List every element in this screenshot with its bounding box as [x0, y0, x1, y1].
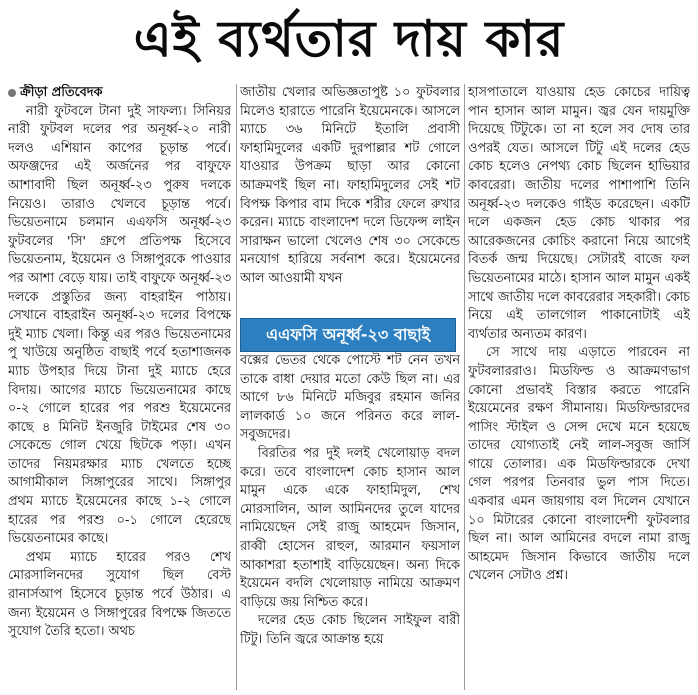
headline: এই ব্যর্থতার দায় কার: [133, 10, 565, 68]
paragraph: দলের হেড কোচ ছিলেন সাইফুল বারী টিটু। তিনি জ্বরে আক্রান্ত হয়ে: [240, 613, 460, 647]
paragraph: সে সাথে দায় এড়াতে পারবেন না ফুটবলাররাও। মিডফিল্ড ও আক্রমণভাগ কোনো প্রভাবই বিস্তার করতে পারেনি ইয়েমেনের রক্ষণ সীমানায়। মিডফিল্ডারদের পাসিং স্টাইল ও সেন্স দেখে মনে হয়েছে তাদের যোগ্যতাই নেই লাল-সবুজ জার্সি গায়ে তোলার। এক মিডফিল্ডারকে দেখা গেল পরপর তিনবার ভুল পাস দিতে। একবার এমন জায়গায় বল দিলেন যেখানে ১০ মিটারের কোনো বাংলাদেশী ফুটবলার ছিল না। আল আমিনের বদলে নামা রাজু আহমেদ জিসান কিভাবে জাতীয় দলে খেলেন সেটাও প্রশ্ন।: [468, 345, 690, 584]
column-divider-1: [236, 84, 237, 690]
article-column-3: [468, 84, 690, 692]
paragraph: বিরতির পর দুই দলই খেলোয়াড় বদল করে। তবে বাংলাদেশ কোচ হাসান আল মামুন একে একে ফাহামিদুল, শেখ মোরসালিন, আল আমিনদের তুলে যাদের নামিয়েছেন সেই রাজু আহমেদ জিসান, রাব্বী হোসেন রাহুল, আরমান ফয়সাল আকাশরা হতাশাই বাড়িয়েছেন। অন্য দিকে ইয়েমেন বদলি খেলোয়াড় নামিয়ে আক্রমণ বাড়িয়ে জয় নিশ্চিত করে।: [240, 445, 460, 610]
column-divider-2: [464, 84, 465, 690]
paragraph: প্রথম ম্যাচে হারের পরও শেখ মোরসালিনদের সুযোগ ছিল বেস্ট রানার্সআপ হিসেবে চূড়ান্ত পর্বে উঠার। এ জন্য ইয়েমেন ও সিঙ্গাপুরের বিপক্ষে জিততে সুযোগ তৈরি হতো। অথচ: [8, 549, 231, 640]
subhead-banner: এএফসি অনূর্ধ্ব-২৩ বাছাই: [240, 318, 456, 352]
paragraph: জাতীয় খেলার অভিজ্ঞতাপুষ্ট ১০ ফুটবলার মিলেও হারাতে পারেনি ইয়েমেনকে। আসলে ম্যাচে ৩৬ মিনিটে ইতালি প্রবাসী ফাহামিদুলের একটি দুরপাল্লার শট গোলে যাওয়ার উপক্রম ছাড়া আর কোনো আক্রমণই ছিল না। ফাহামিদুলের সেই শট বিপক্ষ কিপার বাম দিকে শরীর ফেলে রুখার করেন। ম্যাচে বাংলাদেশ দলে ডিফেন্স লাইন সারাক্ষন ভালো খেলেও শেষ ৩০ সেকেন্ডে মনযোগ হারিয়ে সর্বনাশ করে। ইয়েমেনের আল আওয়ামী যখন: [240, 85, 460, 286]
article-column-2-bottom: [240, 352, 460, 692]
bullet-icon: [8, 89, 16, 97]
article-column-2-top: [240, 84, 460, 314]
paragraph: হাসপাতালে যাওয়ায় হেড কোচের দায়িত্ব পান হাসান আল মামুন। জ্বর যেন দায়মুক্তি দিয়েছে টিটুকে। তা না হলে সব দোষ তার ওপরই যেত। আসলে টিটু এই দলের হেড কোচ হলেও নেপথ্য কোচ ছিলেন হাভিয়ার কাবরেরা। জাতীয় দলের পাশাপাশি তিনি অনূর্ধ্ব-২৩ দলকেও গাইড করেছেন। একটি দলে একজন হেড কোচ থাকার পর আরেকজনের কোচিং করানো নিয়ে আগেই বিতর্ক জন্ম দিয়েছে। সেটারই বাজে ফল ভিয়েতনামের মাঠে। হাসান আল মামুন একই সাথে জাতীয় দলে কাবরেরার সহকারী। কোচ নিয়ে এই তালগোল পাকানোটাই এই ব্যর্থতার অন্যতম কারণ।: [468, 85, 690, 342]
article-column-1: [8, 84, 231, 692]
paragraph: বক্সের ভেতর থেকে পোস্টে শট নেন তখন তাকে বাধা দেয়ার মতো কেউ ছিল না। এর আগে ৮৬ মিনিটে মজিবুর রহমান জনির লালকার্ড ১০ জনে পরিনত করে লাল-সবুজদের।: [240, 353, 460, 443]
byline: ক্রীড়া প্রতিবেদক: [20, 85, 103, 100]
paragraph: নারী ফুটবলে টানা দুই সাফল্য। সিনিয়র নারী ফুটবল দলের পর অনূর্ধ্ব-২০ নারী দলও এশিয়ান কাপের চূড়ান্ত পর্বে। অফঞ্জদের এই অর্জনের পর বাফুফে আশাবাদী ছিল অনূর্ধ্ব-২৩ পুরুষ দলকে নিয়েও। তারাও খেলবে চূড়ান্ত পর্বে। ভিয়েতনামে চলমান এএফসি অনূর্ধ্ব-২৩ ফুটবলের 'সি' গ্রুপে প্রতিপক্ষ হিসেবে ভিয়েতনাম, ইয়েমেন ও সিঙ্গাপুরকে পাওয়ার পর আশা বেড়ে যায়। তাই বাফুফে অনূর্ধ্ব-২৩ দলকে প্রস্তুতির জন্য বাহরাইন পাঠায়। সেখানে বাহরাইন অনূর্ধ্ব-২৩ দলের বিপক্ষে দুই ম্যাচ খেলা। কিন্তু এর পরও ভিয়েতনামের পু খাউয়ে অনুষ্ঠিত বাছাই পর্বে হতাশাজনক ম্যাচ উপহার দিয়ে টানা দুই ম্যাচে হেরে বিদায়। আগের ম্যাচে ভিয়েতনামের কাছে ০-২ গোলে হারের পর পরশু ইয়েমেনের কাছে ৪ মিনিট ইনজুরি টাইমের শেষ ৩০ সেকেন্ডে গোল খেয়ে ছিটকে পড়া। এখন তাদের নিয়মরক্ষার ম্যাচ খেলতে হচ্ছে আগামীকাল সিঙ্গাপুরের সাথে। সিঙ্গাপুর প্রথম ম্যাচে ইয়েমেনের কাছে ১-২ গোলে হারের পর পরশু ০-১ গোলে হেরেছে ভিয়েতনামের কাছে।: [8, 103, 231, 547]
